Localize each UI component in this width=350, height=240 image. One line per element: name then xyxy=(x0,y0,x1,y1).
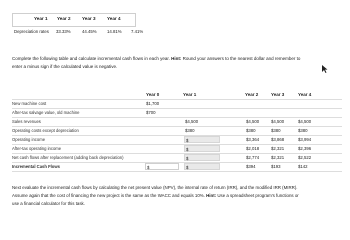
cell-opincome-year3: $3,868 xyxy=(271,137,285,142)
row-divider xyxy=(12,171,342,172)
input-prefix: $ xyxy=(186,155,189,161)
row-label-operating-income: Operating income xyxy=(12,137,46,142)
cell-incremental-year3: $193 xyxy=(271,164,281,169)
cell-sales-year3: $4,500 xyxy=(271,119,285,124)
input-incremental-year1[interactable] xyxy=(184,163,220,170)
row-label-incremental-cash-flows: Incremental Cash Flows xyxy=(12,164,60,169)
cell-aftertax-year4: $2,396 xyxy=(298,146,312,151)
cell-opincome-year2: $3,364 xyxy=(246,137,260,142)
next-hint-label: Hint: xyxy=(206,193,217,198)
input-incremental-year0[interactable] xyxy=(145,163,179,170)
depreciation-divider xyxy=(12,26,134,27)
dep-value-year4: 7.41% xyxy=(131,29,144,34)
cell-opcost-year2: $380 xyxy=(246,128,256,133)
cell-incremental-year4: $142 xyxy=(298,164,308,169)
instruction-line1 xyxy=(12,56,300,61)
row-divider xyxy=(12,108,342,109)
next-text-line2b: Use a spreadsheet program's functions or xyxy=(217,193,299,198)
cf-header-year3: Year 3 xyxy=(271,92,285,97)
cell-netcash-year2: $2,774 xyxy=(246,155,260,160)
next-text-line2a: Assume again that the cost of financing the new project is the same as the WACC and equals 10%. xyxy=(12,193,205,198)
mouse-cursor-icon xyxy=(322,65,328,73)
input-net-cash-year1[interactable] xyxy=(184,154,220,161)
cell-salvage-year0: $700 xyxy=(146,110,156,115)
input-prefix: $ xyxy=(186,146,189,152)
hint-label: Hint: xyxy=(171,56,182,61)
row-divider xyxy=(12,126,342,127)
instruction-line2: enter a minus sign if the calculated value is negative. xyxy=(12,64,118,69)
cell-aftertax-year3: $2,321 xyxy=(271,146,285,151)
row-label-salvage-value: After-tax salvage value, old machine xyxy=(12,110,80,115)
dep-header-year2: Year 2 xyxy=(57,16,71,21)
cell-sales-year2: $4,500 xyxy=(246,119,260,124)
dep-row-label: Depreciation rates xyxy=(14,29,49,34)
dep-value-year3: 14.81% xyxy=(107,29,122,34)
row-divider xyxy=(12,153,342,154)
cf-header-year2: Year 2 xyxy=(245,92,259,97)
input-operating-income-year1[interactable] xyxy=(184,136,220,143)
cell-sales-year1: $4,500 xyxy=(185,119,199,124)
cf-header-year1: Year 1 xyxy=(183,92,197,97)
row-divider xyxy=(12,144,342,145)
cell-incremental-year2: $394 xyxy=(246,164,256,169)
cf-header-year4: Year 4 xyxy=(298,92,312,97)
cell-opcost-year1: $380 xyxy=(185,128,195,133)
cell-netcash-year4: $2,522 xyxy=(298,155,312,160)
dep-header-year3: Year 3 xyxy=(82,16,96,21)
instruction-text-rest: Round your answers to the nearest dollar and remember to xyxy=(182,56,301,61)
row-divider xyxy=(12,135,342,136)
instruction-text: Complete the following table and calculate incremental cash flows in each year. xyxy=(12,56,170,61)
input-after-tax-income-year1[interactable] xyxy=(184,145,220,152)
cell-new-machine-year0: $1,700 xyxy=(146,101,160,106)
cf-header-year0: Year 0 xyxy=(146,92,160,97)
row-divider xyxy=(12,117,342,118)
dep-header-year1: Year 1 xyxy=(34,16,48,21)
cell-opcost-year4: $380 xyxy=(298,128,308,133)
row-label-operating-costs: Operating costs except depreciation xyxy=(12,128,79,133)
row-label-net-cash-flows: Net cash flows after replacement (adding back depreciation) xyxy=(12,155,124,160)
row-divider xyxy=(12,99,342,100)
dep-header-year4: Year 4 xyxy=(107,16,121,21)
next-text-line3: use a financial calculator for this task. xyxy=(12,201,85,206)
cell-opincome-year4: $3,994 xyxy=(298,137,312,142)
row-label-new-machine-cost: New machine cost xyxy=(12,101,47,106)
dep-value-year1: 33.33% xyxy=(56,29,71,34)
next-text-line1: Next evaluate the incremental cash flows by calculating the net present value (NPV), the internal rate of return (IRR), and the modified IRR (MIRR). xyxy=(12,185,298,190)
row-label-sales-revenues: Sales revenues xyxy=(12,119,41,124)
next-text-line2 xyxy=(12,193,299,198)
cell-sales-year4: $4,500 xyxy=(298,119,312,124)
input-prefix: $ xyxy=(147,164,150,170)
dep-value-year2: 44.45% xyxy=(82,29,97,34)
cell-netcash-year3: $2,321 xyxy=(271,155,285,160)
input-prefix: $ xyxy=(186,164,189,170)
cell-aftertax-year2: $2,018 xyxy=(246,146,260,151)
input-prefix: $ xyxy=(186,137,189,143)
row-label-after-tax-income: After-tax operating income xyxy=(12,146,62,151)
cell-opcost-year3: $380 xyxy=(271,128,281,133)
